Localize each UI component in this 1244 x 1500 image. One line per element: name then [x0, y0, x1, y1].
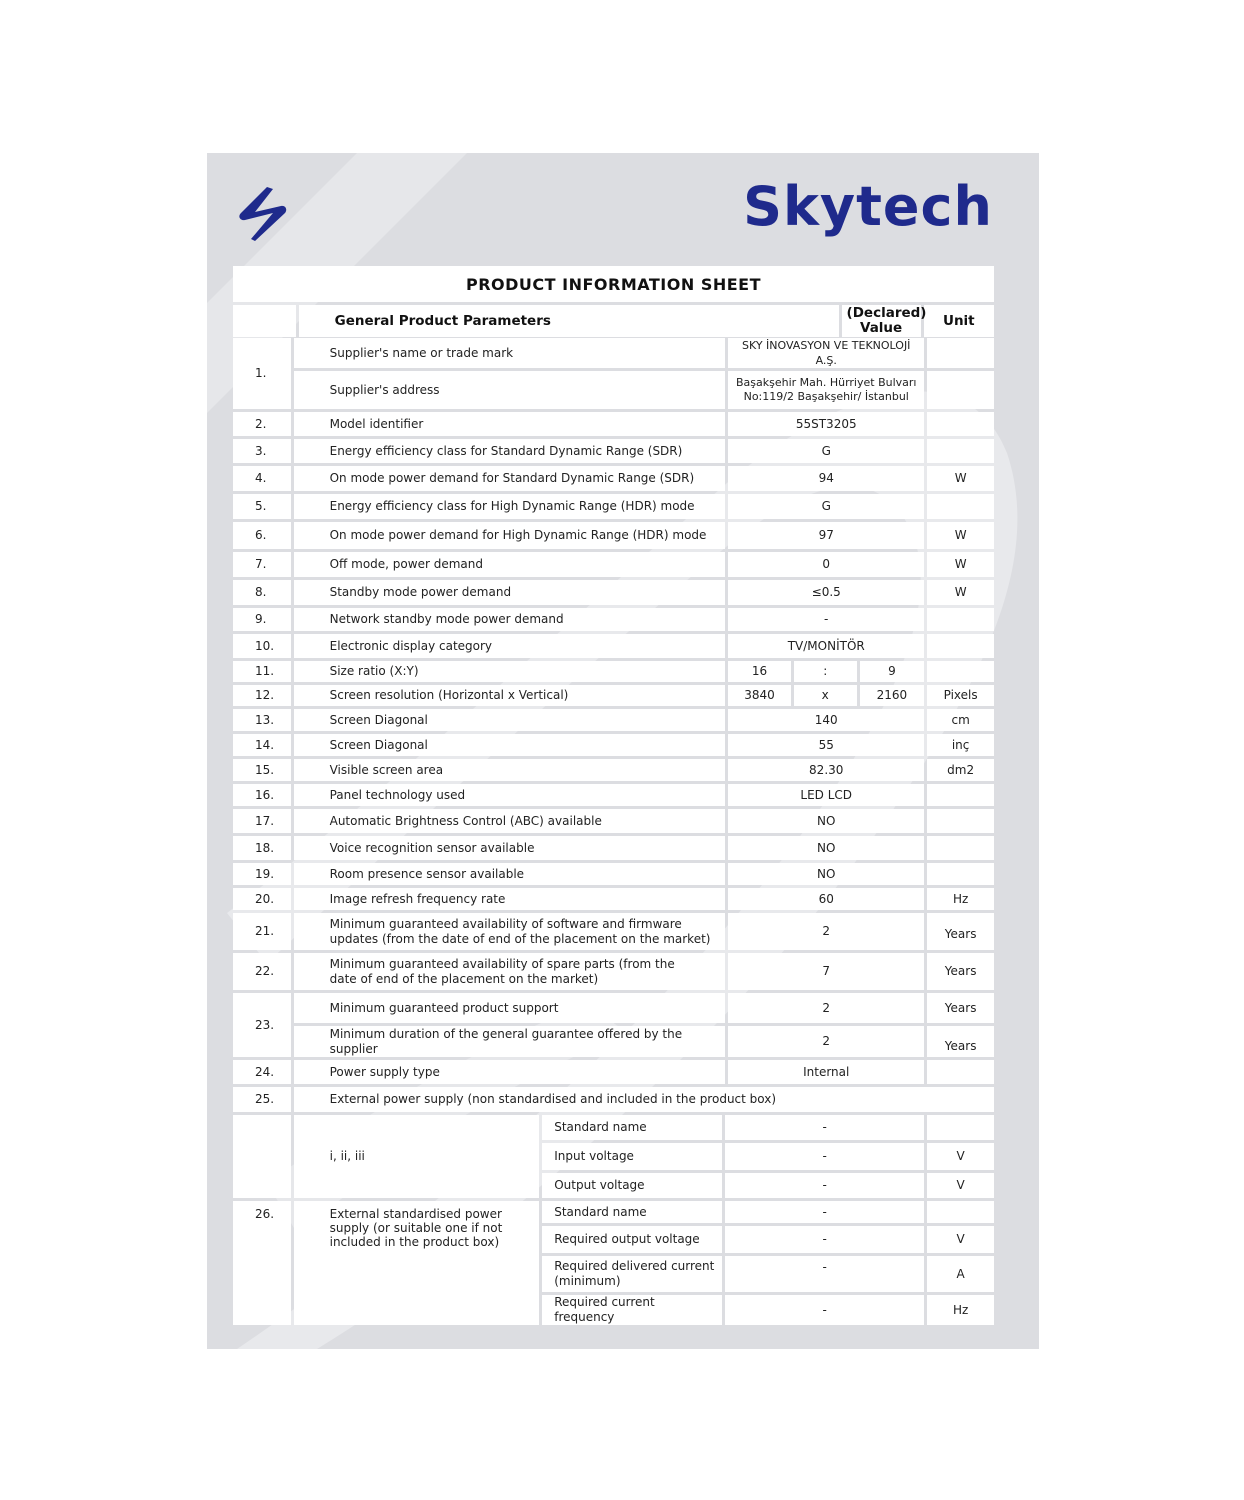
row-param: Panel technology used: [294, 784, 726, 806]
ratio-separator: :: [794, 661, 857, 682]
row-param: Energy efficiency class for Standard Dynamic Range (SDR): [294, 439, 726, 463]
name-line: Required delivered current: [554, 1259, 715, 1273]
ratio-y: 9: [860, 661, 925, 682]
supply-item-name: Required current frequency: [542, 1295, 722, 1325]
row-number: 16.: [233, 784, 291, 806]
table-row: [233, 1201, 994, 1223]
row-param: Screen Diagonal: [294, 709, 726, 731]
row-value: G: [728, 494, 924, 519]
row-param: External power supply (non standardised and included in the product box): [294, 1087, 994, 1112]
row-unit: [927, 634, 994, 658]
row-param: On mode power demand for High Dynamic Range (HDR) mode: [294, 522, 726, 549]
row-param: Network standby mode power demand: [294, 608, 726, 631]
row-unit: inç: [927, 734, 994, 756]
row-number: 24.: [233, 1060, 291, 1084]
row-unit: [927, 371, 994, 409]
supply-group-label-multiline: [294, 1201, 540, 1325]
table-row: [233, 371, 994, 409]
table-header-row: [233, 305, 994, 337]
row-param: Model identifier: [294, 412, 726, 436]
row-number: 10.: [233, 634, 291, 658]
table-row: [233, 759, 994, 781]
row-value-address: [728, 371, 924, 409]
row-number: 20.: [233, 888, 291, 910]
table-row: [233, 784, 994, 806]
row-param: Electronic display category: [294, 634, 726, 658]
row-param: Voice recognition sensor available: [294, 836, 726, 860]
table-row: [233, 913, 994, 950]
row-value: TV/MONİTÖR: [728, 634, 924, 658]
row-number: 3.: [233, 439, 291, 463]
param-line: updates (from the date of end of the placement on the market): [329, 931, 711, 946]
supply-item-unit: V: [927, 1173, 994, 1198]
row-param: Off mode, power demand: [294, 552, 726, 577]
row-unit: Years: [927, 953, 994, 990]
table-body: [230, 335, 997, 1115]
row-param: Size ratio (X:Y): [294, 661, 726, 682]
row-number: 8.: [233, 580, 291, 605]
supply-item-unit: [927, 1201, 994, 1223]
table-row: [233, 709, 994, 731]
supply-item-name: Output voltage: [542, 1173, 722, 1198]
row-unit: W: [927, 522, 994, 549]
row-unit: [927, 494, 994, 519]
table-row: [233, 836, 994, 860]
supply-item-unit: A: [927, 1256, 994, 1292]
param-line: date of end of the placement on the market): [329, 971, 599, 986]
table-row: [233, 863, 994, 885]
row-number: 22.: [233, 953, 291, 990]
param-line: Minimum guaranteed availability of spare parts (from the: [329, 956, 675, 971]
row-value: 2: [728, 913, 924, 950]
name-line: (minimum): [554, 1274, 621, 1288]
row-number: 18.: [233, 836, 291, 860]
row-value: 94: [728, 466, 924, 491]
row-number: 25.: [233, 1087, 291, 1112]
row-value: 55: [728, 734, 924, 756]
row-param: Minimum duration of the general guarantee offered by the supplier: [294, 1026, 726, 1057]
row-unit: [927, 412, 994, 436]
row-param: Minimum guaranteed product support: [294, 993, 726, 1023]
row-value: 140: [728, 709, 924, 731]
table-row: [233, 1026, 994, 1057]
row-value: NO: [728, 863, 924, 885]
product-information-table: [233, 266, 994, 340]
table-row: [233, 439, 994, 463]
supply-item-value: -: [725, 1173, 924, 1198]
ratio-x: 16: [728, 661, 791, 682]
row-param-multiline: [294, 953, 726, 990]
row-number: 2.: [233, 412, 291, 436]
row-unit: W: [927, 466, 994, 491]
supply-item-unit: Hz: [927, 1295, 994, 1325]
row-param: Standby mode power demand: [294, 580, 726, 605]
row-unit: W: [927, 552, 994, 577]
address-line: No:119/2 Başakşehir/ İstanbul: [743, 390, 909, 403]
table-row: [233, 466, 994, 491]
table-row: [233, 1115, 994, 1140]
supply-item-unit: V: [927, 1143, 994, 1170]
supply-item-name-multiline: [542, 1256, 722, 1292]
row-param: Image refresh frequency rate: [294, 888, 726, 910]
row-number: 26.: [233, 1201, 291, 1325]
supply-item-name: Standard name: [542, 1201, 722, 1223]
row-param: Room presence sensor available: [294, 863, 726, 885]
table-row: [233, 953, 994, 990]
table-row: [233, 809, 994, 833]
address-line: Başakşehir Mah. Hürriyet Bulvarı: [735, 376, 917, 389]
group-line: External standardised power: [329, 1207, 502, 1221]
row-param: Screen Diagonal: [294, 734, 726, 756]
row-param: Automatic Brightness Control (ABC) available: [294, 809, 726, 833]
row-unit: Pixels: [927, 685, 994, 706]
row-number: 7.: [233, 552, 291, 577]
row-unit: [927, 439, 994, 463]
table-row: [233, 494, 994, 519]
table-row: [233, 1060, 994, 1084]
supply-group-label: i, ii, iii: [294, 1115, 540, 1198]
row-value: SKY İNOVASYON VE TEKNOLOJİ A.Ş.: [728, 338, 924, 368]
supply-item-unit: V: [927, 1226, 994, 1253]
table-row: [233, 993, 994, 1023]
row-unit: Years: [927, 913, 994, 950]
row-value: G: [728, 439, 924, 463]
row-unit: [927, 608, 994, 631]
row-unit: [927, 338, 994, 368]
table-row: [233, 412, 994, 436]
row-value: 7: [728, 953, 924, 990]
row-param: Supplier's name or trade mark: [294, 338, 726, 368]
header-num-cell: [233, 305, 296, 337]
supply-item-unit: [927, 1115, 994, 1140]
table-row: [233, 634, 994, 658]
resolution-horizontal: 3840: [728, 685, 791, 706]
table-row: [233, 522, 994, 549]
row-number: 4.: [233, 466, 291, 491]
row-value: ≤0.5: [728, 580, 924, 605]
row-number: 17.: [233, 809, 291, 833]
table-row: [233, 1087, 994, 1112]
table-row: [233, 580, 994, 605]
row-unit: [927, 863, 994, 885]
supply-item-value: -: [725, 1143, 924, 1170]
row-value: 82.30: [728, 759, 924, 781]
row-number: 13.: [233, 709, 291, 731]
table-body-wrap: [233, 338, 994, 1328]
table-row: [233, 338, 994, 368]
row-unit: [927, 661, 994, 682]
row-param: On mode power demand for Standard Dynamic Range (SDR): [294, 466, 726, 491]
power-supply-table: [230, 1112, 997, 1328]
row-unit: dm2: [927, 759, 994, 781]
supply-item-value: -: [725, 1201, 924, 1223]
row-value: NO: [728, 836, 924, 860]
supply-item-name: Required output voltage: [542, 1226, 722, 1253]
row-unit: [927, 836, 994, 860]
table-row: [233, 734, 994, 756]
group-line: included in the product box): [329, 1235, 500, 1249]
row-unit: Years: [927, 993, 994, 1023]
header-param: General Product Parameters: [299, 305, 839, 337]
row-param: Visible screen area: [294, 759, 726, 781]
row-value: 97: [728, 522, 924, 549]
row-number: 23.: [233, 993, 291, 1057]
row-number: 14.: [233, 734, 291, 756]
row-param: Screen resolution (Horizontal x Vertical): [294, 685, 726, 706]
row-unit: [927, 809, 994, 833]
row-unit: Hz: [927, 888, 994, 910]
row-number: 21.: [233, 913, 291, 950]
row-number: 15.: [233, 759, 291, 781]
table-row: [233, 552, 994, 577]
row-number-empty: [233, 1115, 291, 1198]
resolution-separator: x: [794, 685, 857, 706]
row-unit: Years: [927, 1026, 994, 1057]
row-unit: cm: [927, 709, 994, 731]
brand-wordmark: Skytech: [743, 175, 993, 238]
table-row: [233, 661, 994, 682]
row-param: Power supply type: [294, 1060, 726, 1084]
row-param: Supplier's address: [294, 371, 726, 409]
table-row: [233, 608, 994, 631]
group-line: supply (or suitable one if not: [329, 1221, 503, 1235]
table-row: [233, 685, 994, 706]
row-value: 0: [728, 552, 924, 577]
row-value: 55ST3205: [728, 412, 924, 436]
table-row: [233, 888, 994, 910]
supply-item-value: -: [725, 1115, 924, 1140]
row-unit: [927, 784, 994, 806]
resolution-vertical: 2160: [860, 685, 925, 706]
row-number: 6.: [233, 522, 291, 549]
supply-item-value: -: [725, 1256, 924, 1292]
row-number: 1.: [233, 338, 291, 409]
skytech-logo-icon: [233, 183, 293, 245]
param-line: Minimum guaranteed availability of software and firmware: [329, 916, 682, 931]
row-param: Energy efficiency class for High Dynamic Range (HDR) mode: [294, 494, 726, 519]
header-unit: Unit: [924, 305, 994, 337]
supply-item-name: Input voltage: [542, 1143, 722, 1170]
header-value: (Declared) Value: [842, 305, 921, 337]
supply-item-name: Standard name: [542, 1115, 722, 1140]
supply-item-value: -: [725, 1295, 924, 1325]
row-unit: W: [927, 580, 994, 605]
row-value: 60: [728, 888, 924, 910]
row-number: 12.: [233, 685, 291, 706]
row-value: Internal: [728, 1060, 924, 1084]
row-number: 19.: [233, 863, 291, 885]
row-unit: [927, 1060, 994, 1084]
row-value: 2: [728, 993, 924, 1023]
supply-item-value: -: [725, 1226, 924, 1253]
sheet-title: PRODUCT INFORMATION SHEET: [233, 266, 994, 302]
row-value: NO: [728, 809, 924, 833]
row-number: 11.: [233, 661, 291, 682]
row-number: 5.: [233, 494, 291, 519]
row-value: 2: [728, 1026, 924, 1057]
row-value: LED LCD: [728, 784, 924, 806]
row-param-multiline: [294, 913, 726, 950]
row-value: -: [728, 608, 924, 631]
row-number: 9.: [233, 608, 291, 631]
